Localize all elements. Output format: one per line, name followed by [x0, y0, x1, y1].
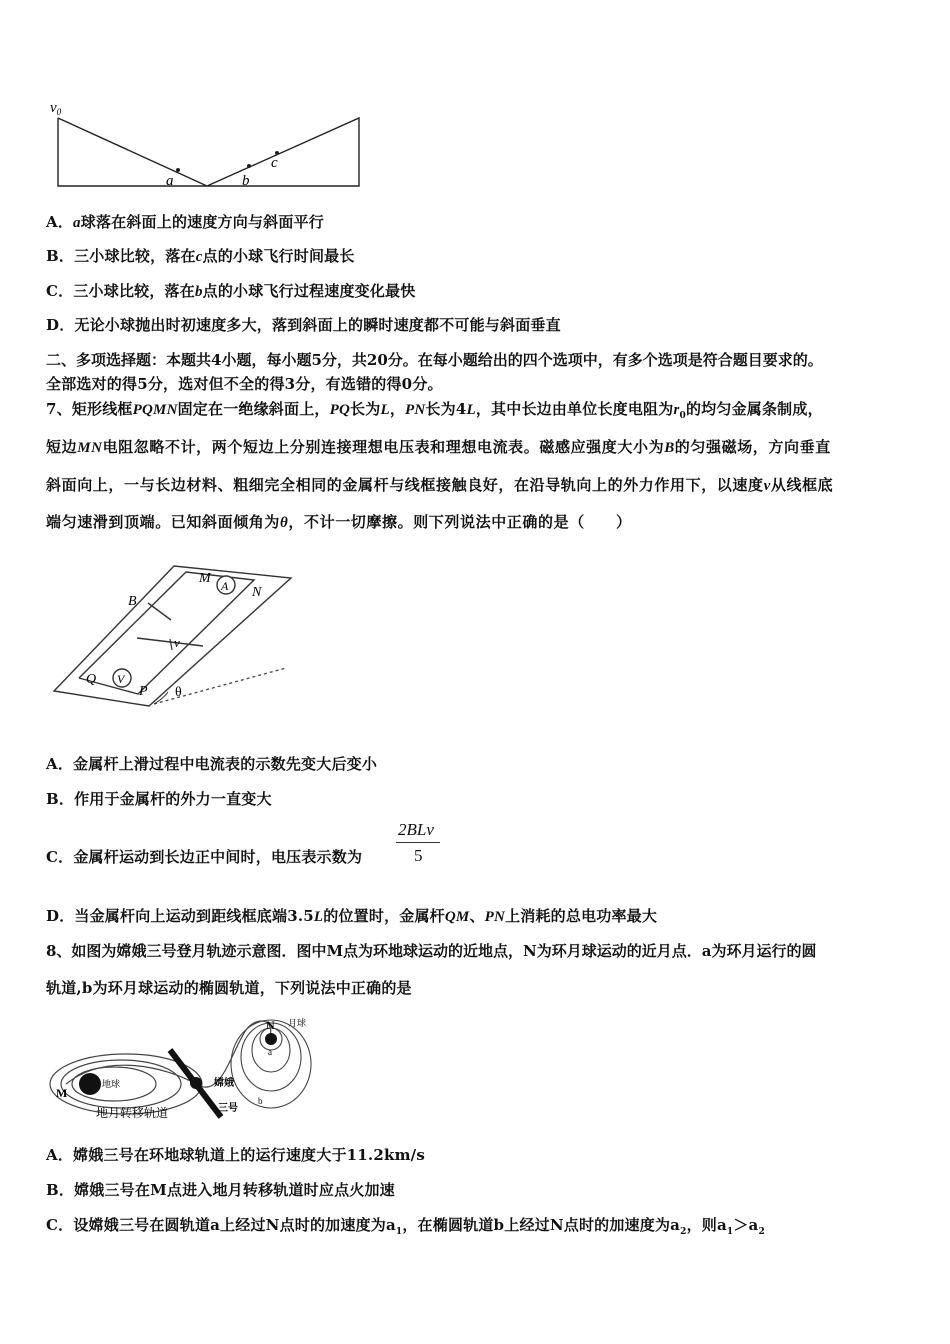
spacecraft [190, 1077, 202, 1089]
label-v0: $v_0$ [50, 100, 62, 117]
ground-line [154, 668, 286, 704]
label-b: b [242, 173, 250, 189]
label-V: V [117, 672, 125, 686]
field-arrow [148, 603, 171, 620]
label-M-point: M [56, 1086, 68, 1100]
label-a: a [166, 173, 174, 189]
label-three: 三号 [218, 1103, 238, 1114]
frame-figure [46, 556, 296, 716]
label-moon: 月球 [288, 1018, 307, 1028]
q6-option-a: A．a球落在斜面上的速度方向与斜面平行 [46, 213, 324, 231]
point-a [176, 168, 180, 172]
q6-option-b: B．三小球比较，落在c点的小球飞行时间最长 [46, 247, 355, 265]
moon [265, 1033, 277, 1045]
velocity-arrow [170, 639, 172, 650]
q8-option-c: C．设嫦娥三号在圆轨道a上经过N点时的加速度为$a_1$，在椭圆轨道b上经过N点时的加速度为$a_2$，则$a_1>a_2$ [46, 1216, 765, 1237]
label-N-point: N [266, 1018, 275, 1032]
label-orbit-a: a [268, 1047, 272, 1057]
q8-option-a: A．嫦娥三号在环地球轨道上的运行速度大于11.2km/s [46, 1146, 425, 1164]
point-b [247, 164, 251, 168]
label-M: M [199, 571, 211, 586]
label-v: v [174, 635, 180, 650]
earth [79, 1073, 101, 1095]
q6-option-c: C．三小球比较，落在b点的小球飞行过程速度变化最快 [46, 282, 416, 300]
label-N: N [252, 585, 262, 600]
section2-heading: 二、多项选择题：本题共4小题，每小题5分，共20分。在每小题给出的四个选项中，有多个选项是符合题目要求的。 [46, 351, 823, 369]
fraction-numerator: 2BLv [398, 820, 434, 839]
q7-option-d: D．当金属杆向上运动到距线框底端3.5L的位置时，金属杆QM、PN上消耗的总电功率最大 [46, 907, 658, 925]
label-B: B [128, 594, 137, 609]
fraction-bar [396, 842, 440, 843]
q7-option-a: A．金属杆上滑过程中电流表的示数先变大后变小 [46, 755, 378, 773]
q6-option-d: D．无论小球抛出时初速度多大，落到斜面上的瞬时速度都不可能与斜面垂直 [46, 316, 561, 334]
label-earth: 地球 [102, 1079, 121, 1089]
q8-option-b: B．嫦娥三号在M点进入地月转移轨道时应点火加速 [46, 1181, 395, 1199]
label-theta: θ [175, 685, 182, 700]
q7-stem-3: 斜面向上，一与长边材料、粗细完全相同的金属杆与线框接触良好，在沿导轨向上的外力作用下，以速度v从线框底 [46, 476, 834, 494]
label-orbit-b: b [258, 1096, 263, 1106]
q8-stem-2: 轨道,b为环月球运动的椭圆轨道，下列说法中正确的是 [46, 979, 412, 997]
q7-stem-1: 7、矩形线框PQMN固定在一绝缘斜面上，PQ长为L，PN长为4L，其中长边由单位长度电阻为$r_0$的均匀金属条制成， [46, 400, 823, 421]
section2-heading-2: 全部选对的得5分，选对但不全的得3分，有选错的得0分。 [46, 375, 443, 393]
label-A: A [221, 579, 229, 593]
label-P: P [139, 684, 148, 699]
q7-stem-2: 短边MN电阻忽略不计，两个短边上分别连接理想电压表和理想电流表。磁感应强度大小为B的匀强磁场，方向垂直 [46, 438, 831, 456]
label-Q: Q [86, 672, 97, 687]
incline-outline [58, 118, 359, 186]
incline-figure [46, 96, 376, 192]
q7-option-c: C．金属杆运动到长边正中间时，电压表示数为 [46, 848, 363, 866]
trajectory-figure [46, 1012, 346, 1124]
fraction-denominator: 5 [414, 846, 423, 865]
q7-stem-4: 端匀速滑到顶端。已知斜面倾角为θ，不计一切摩擦。则下列说法中正确的是（ ） [46, 513, 632, 531]
q7-option-b: B．作用于金属杆的外力一直变大 [46, 790, 272, 808]
label-c: c [271, 155, 278, 171]
q8-stem-1: 8、如图为嫦娥三号登月轨迹示意图．图中M点为环地球运动的近地点，N为环月球运动的近月点．a为环月运行的圆 [46, 942, 817, 960]
label-chang-e: 嫦娥 [214, 1078, 234, 1089]
label-transfer-orbit: 地月转移轨道 [96, 1106, 169, 1120]
